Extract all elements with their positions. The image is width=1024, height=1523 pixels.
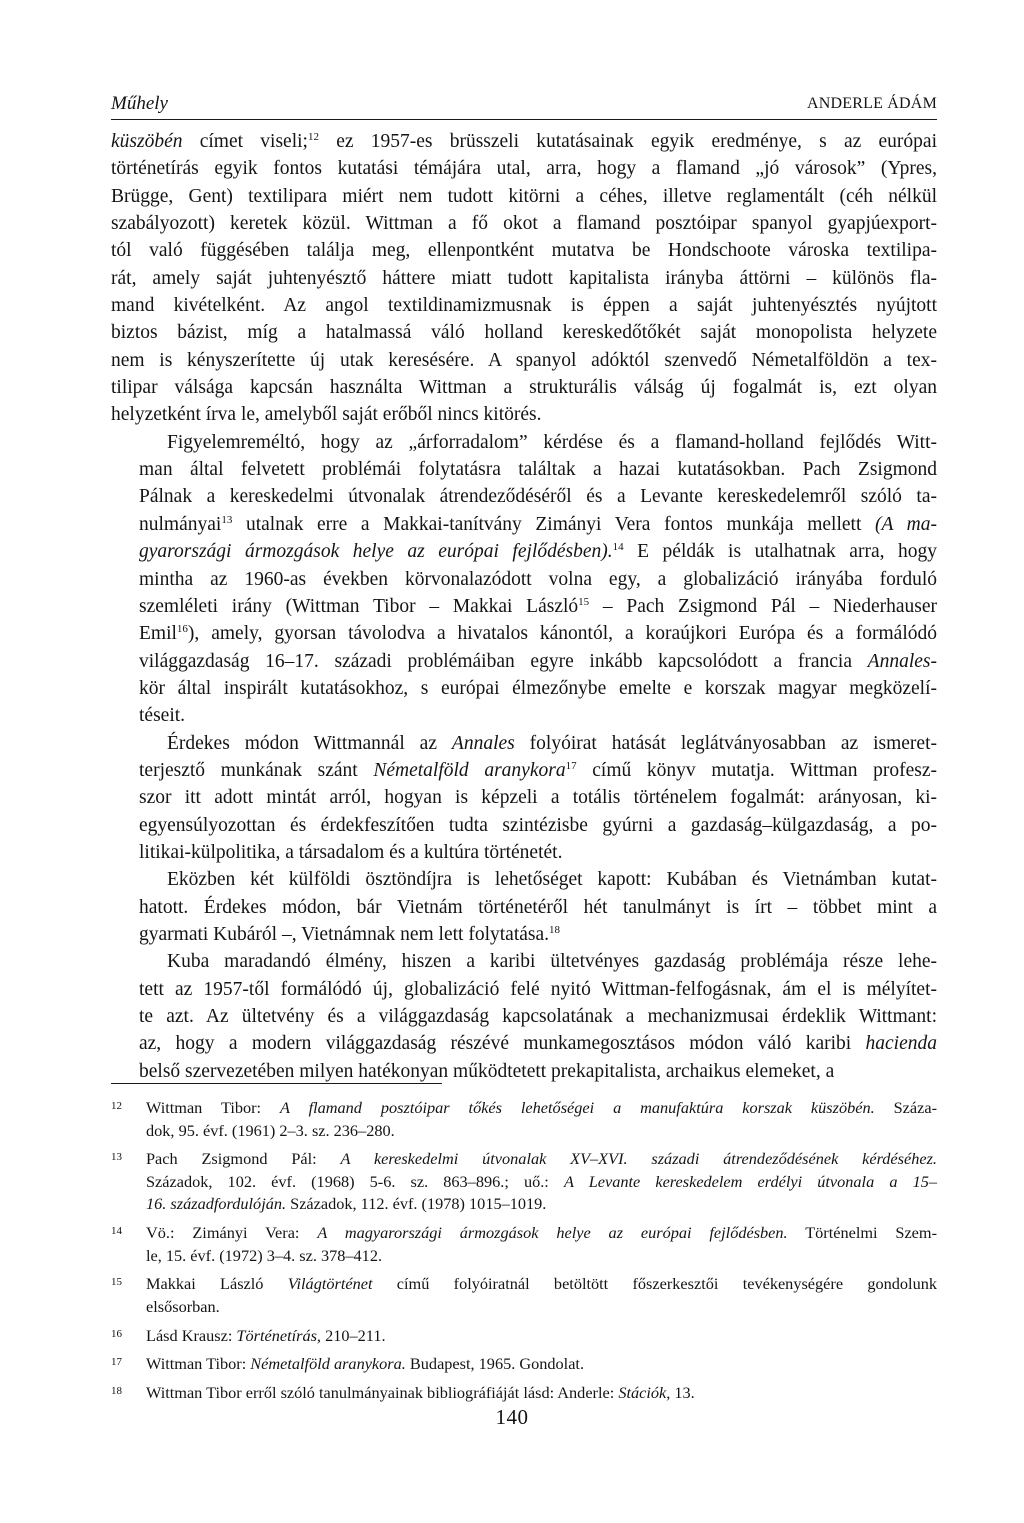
text-run: című folyóiratnál betöltött főszerkesztői tevékenységére gondolunk <box>372 1274 938 1294</box>
footnote-ref: 16 <box>176 623 188 636</box>
text-run: Wittman Tibor: <box>146 1098 280 1117</box>
footnote-divider <box>111 1083 442 1084</box>
footnote-number: 16 <box>111 1327 122 1340</box>
footnote-ref: 15 <box>578 595 590 608</box>
footnote-ref: 17 <box>565 759 577 772</box>
text-run: egyensúlyozottan és érdekfeszítően tudta szintézisbe gyúrni a gazdaság–külgazdaság, a po- <box>139 814 937 836</box>
section-title: Műhely <box>111 93 168 114</box>
text-run: rát, amely saját juhtenyésztő háttere miatt tudott kapitalista irányba áttörni – különös fla- <box>111 267 937 289</box>
text-line <box>111 894 937 921</box>
text-run: Brügge, Gent) textilipara miért nem tudott kitörni a céhes, illetve reglamentált (céh nélkül <box>111 185 937 207</box>
text-run: Budapest, 1965. Gondolat. <box>405 1354 585 1374</box>
footnote-number: 13 <box>111 1151 122 1164</box>
text-run: szabályozott) keretek közül. Wittman a fő okot a flamand posztóipar spanyol gyapjúexport- <box>111 213 937 235</box>
italic-text: Németalföld aranykora <box>373 759 566 781</box>
paragraph <box>111 948 937 1085</box>
text-run: címet viseli; <box>182 131 308 152</box>
text-line <box>146 1296 937 1319</box>
text-line <box>111 237 937 264</box>
italic-text: 16. századfordulóján. <box>146 1194 287 1214</box>
footnote-ref: 13 <box>221 513 233 526</box>
text-run: terjesztő munkának szánt <box>139 759 374 781</box>
text-run: man által felvetett problémái folytatásra találtak a hazai kutatásokban. Pach Zsigmond <box>139 459 937 481</box>
text-line <box>111 319 937 346</box>
text-run: Érdekes módon Wittmannál az <box>167 732 452 754</box>
italic-text: Történetírás, <box>236 1325 322 1345</box>
text-run: Történelmi Szem- <box>787 1223 937 1243</box>
text-run: belső szervezetében milyen hatékonyan működtetett prekapitalista, archaikus elemeket, a <box>139 1060 835 1082</box>
footnotes <box>111 1097 937 1411</box>
italic-text: A flamand posztóipar tőkés lehetőségei a manufaktúra korszak küszöbén. <box>280 1098 875 1117</box>
text-run: Figyelemreméltó, hogy az „árforradalom” kérdése és a flamand-holland fejlődés Witt- <box>167 431 937 453</box>
paragraph <box>111 128 937 429</box>
text-run: Pálnak a kereskedelmi útvonalak átrendeződéséről és a Levante kereskedelemről szóló ta- <box>139 486 937 508</box>
text-run: litikai-külpolitika, a társadalom és a kultúra történetét. <box>139 841 563 863</box>
text-line <box>111 265 937 292</box>
author-name: ANDERLE ÁDÁM <box>807 95 937 112</box>
text-line <box>111 812 937 839</box>
text-run: ez 1957-es brüsszeli kutatásainak egyik eredménye, s az európai <box>318 131 937 152</box>
text-run: Eközben két külföldi ösztöndíjra is lehetőséget kapott: Kubában és Vietnámban kutat- <box>167 869 937 891</box>
text-line <box>146 1245 937 1268</box>
text-run: Lásd Krausz: <box>146 1325 237 1345</box>
text-line <box>146 1382 937 1405</box>
main-text <box>111 128 937 1085</box>
text-run: – Pach Zsigmond Pál – Niederhauser <box>589 595 937 617</box>
italic-text: hacienda <box>865 1033 937 1055</box>
text-run: Wittman Tibor: <box>146 1354 251 1374</box>
text-line <box>111 429 937 456</box>
text-run: Emil <box>139 623 177 645</box>
text-run: tett az 1957-től formálódó új, globalizáció felé nyitó Wittman-felfogásnak, ám el is mélyítet- <box>139 978 937 1000</box>
italic-text: Annales <box>451 732 515 754</box>
text-run: Száza- <box>874 1098 937 1117</box>
italic-text: gyarországi ármozgások helye az európai fejlődésben). <box>139 541 613 563</box>
text-line <box>111 401 937 428</box>
text-run: Makkai László <box>146 1274 288 1294</box>
running-header <box>111 93 937 120</box>
text-line <box>111 675 937 702</box>
text-run: te azt. Az ültetvény és a világgazdaság kapcsolatának a mechanizmusai érdeklik Wittmant: <box>139 1006 937 1027</box>
footnote <box>111 1097 937 1142</box>
text-run: 13. <box>670 1383 695 1403</box>
text-line <box>111 292 937 319</box>
text-run: nem is kényszerítette új utak keresésére. A spanyol adóktól szenvedő Németalföldön a tex- <box>111 349 937 371</box>
text-line <box>111 730 937 757</box>
text-run: tól való függésében találja meg, ellenpontként mutatva be Hondschoote városka textilipa- <box>111 240 937 262</box>
text-line <box>111 1003 937 1030</box>
text-run: Wittman Tibor erről szóló tanulmányainak bibliográfiáját lásd: Anderle: <box>146 1383 619 1403</box>
text-line <box>146 1222 937 1245</box>
text-run: gyarmati Kubáról –, Vietnámnak nem lett folytatása. <box>139 923 550 945</box>
text-line <box>111 921 937 948</box>
text-run: Vö.: Zimányi Vera: <box>146 1223 318 1243</box>
text-run: szor itt adott mintát arról, hogyan is képzeli a totális történelem fogalmát: arányosan, ki- <box>139 787 937 809</box>
text-line <box>111 866 937 893</box>
text-line <box>111 648 937 675</box>
text-run: elsősorban. <box>146 1296 220 1316</box>
text-line <box>111 538 937 565</box>
text-line <box>146 1120 937 1143</box>
text-line <box>146 1273 937 1296</box>
text-run: kör által inspirált kutatásokhoz, s európai élmezőnybe emelte e korszak magyar megközelí- <box>139 677 937 699</box>
text-run: dok, 95. évf. (1961) 2–3. sz. 236–280. <box>146 1120 395 1140</box>
text-line <box>111 976 937 1003</box>
footnote <box>111 1382 937 1405</box>
text-run: című könyv mutatja. Wittman profesz- <box>576 759 938 781</box>
italic-text: Világtörténet <box>287 1274 373 1294</box>
text-line <box>111 566 937 593</box>
text-line <box>111 183 937 210</box>
text-line <box>146 1171 937 1194</box>
italic-text: (A ma- <box>874 513 937 535</box>
italic-text: küszöbén <box>111 131 183 152</box>
text-line <box>111 210 937 237</box>
text-run: le, 15. évf. (1972) 3–4. sz. 378–412. <box>146 1245 383 1265</box>
text-run: E példák is utalhatnak arra, hogy <box>623 541 937 563</box>
text-run: szemléleti irány (Wittman Tibor – Makkai László <box>139 595 579 617</box>
text-run: téseit. <box>139 705 186 727</box>
text-line <box>111 839 937 866</box>
text-line <box>111 511 937 538</box>
footnote-number: 12 <box>111 1100 122 1112</box>
footnote-ref: 18 <box>549 923 561 936</box>
text-run: biztos bázist, míg a hatalmassá váló holland kereskedőtőkét saját monopolista helyzete <box>111 322 937 344</box>
paragraph <box>111 730 937 867</box>
text-run: folyóirat hatását leglátványosabban az ismeret- <box>514 732 937 754</box>
italic-text: Stációk, <box>618 1383 671 1403</box>
footnote <box>111 1325 937 1348</box>
italic-text: A magyarországi ármozgások helye az európai fejlődésben. <box>317 1223 788 1243</box>
text-line <box>111 620 937 647</box>
text-run: Kuba maradandó élmény, hiszen a karibi ültetvényes gazdaság problémája része lehe- <box>167 951 937 973</box>
text-line <box>146 1325 937 1348</box>
footnote <box>111 1148 937 1216</box>
text-line <box>111 593 937 620</box>
text-line <box>111 456 937 483</box>
text-run: világgazdaság 16–17. századi problémáiban egyre inkább kapcsolódott a francia <box>139 650 868 672</box>
text-run: mintha az 1960-as években körvonalazódott volna egy, a globalizáció irányába forduló <box>139 568 937 590</box>
text-line <box>111 347 937 374</box>
footnote-number: 17 <box>111 1356 122 1369</box>
italic-text: A Levante kereskedelem erdélyi útvonala a 15– <box>563 1171 937 1191</box>
italic-text: Annales- <box>867 650 937 672</box>
text-run: helyzetként írva le, amelyből saját erőből nincs kitörés. <box>111 404 542 426</box>
text-line <box>111 1030 937 1057</box>
text-run: az, hogy a modern világgazdaság részévé munkamegosztásos módon váló karibi <box>139 1033 866 1055</box>
text-run: Pach Zsigmond Pál: <box>146 1149 341 1169</box>
text-line <box>111 702 937 729</box>
footnote-number: 15 <box>111 1276 122 1289</box>
text-run: tilipar válsága kapcsán használta Wittman a strukturális válság új fogalmát is, ezt olyan <box>111 377 937 399</box>
footnote <box>111 1273 937 1318</box>
text-run: 210–211. <box>321 1325 386 1345</box>
footnote-number: 18 <box>111 1385 122 1398</box>
text-line <box>146 1097 937 1120</box>
text-line <box>111 948 937 975</box>
footnote-ref: 14 <box>612 541 624 554</box>
text-line <box>111 155 937 182</box>
text-line <box>146 1193 937 1216</box>
text-run: utalnak erre a Makkai-tanítvány Zimányi Vera fontos munkája mellett <box>232 513 875 535</box>
text-run: ), amely, gyorsan távolodva a hivatalos kánontól, a koraújkori Európa és a formálódó <box>187 623 937 645</box>
text-line <box>111 1058 937 1085</box>
text-run: Századok, 112. évf. (1978) 1015–1019. <box>286 1194 547 1214</box>
text-run: nulmányai <box>139 513 222 535</box>
text-run: történetírás egyik fontos kutatási témájára utal, arra, hogy a flamand „jó városok” (Ypres, <box>111 158 937 180</box>
text-run: hatott. Érdekes módon, bár Vietnám történetéről hét tanulmányt is írt – többet mint a <box>139 896 937 918</box>
text-line <box>146 1353 937 1376</box>
text-line <box>111 483 937 510</box>
footnote <box>111 1353 937 1376</box>
text-run: mand kivételként. Az angol textildinamizmusnak is éppen a saját juhtenyésztés nyújtott <box>111 295 937 317</box>
text-line <box>111 784 937 811</box>
text-line <box>111 757 937 784</box>
text-line <box>111 128 937 155</box>
text-line <box>111 374 937 401</box>
footnote-number: 14 <box>111 1225 122 1238</box>
footnote <box>111 1222 937 1267</box>
italic-text: Németalföld aranykora. <box>250 1354 406 1374</box>
footnote-ref: 12 <box>307 131 319 143</box>
paragraph <box>111 866 937 948</box>
text-line <box>146 1148 937 1171</box>
page-number: 140 <box>495 1405 529 1429</box>
text-run: Századok, 102. évf. (1968) 5-6. sz. 863–896.; uő.: <box>146 1171 564 1191</box>
paragraph <box>111 429 937 730</box>
italic-text: A kereskedelmi útvonalak XV–XVI. századi átrendeződésének kérdéséhez. <box>340 1149 937 1169</box>
